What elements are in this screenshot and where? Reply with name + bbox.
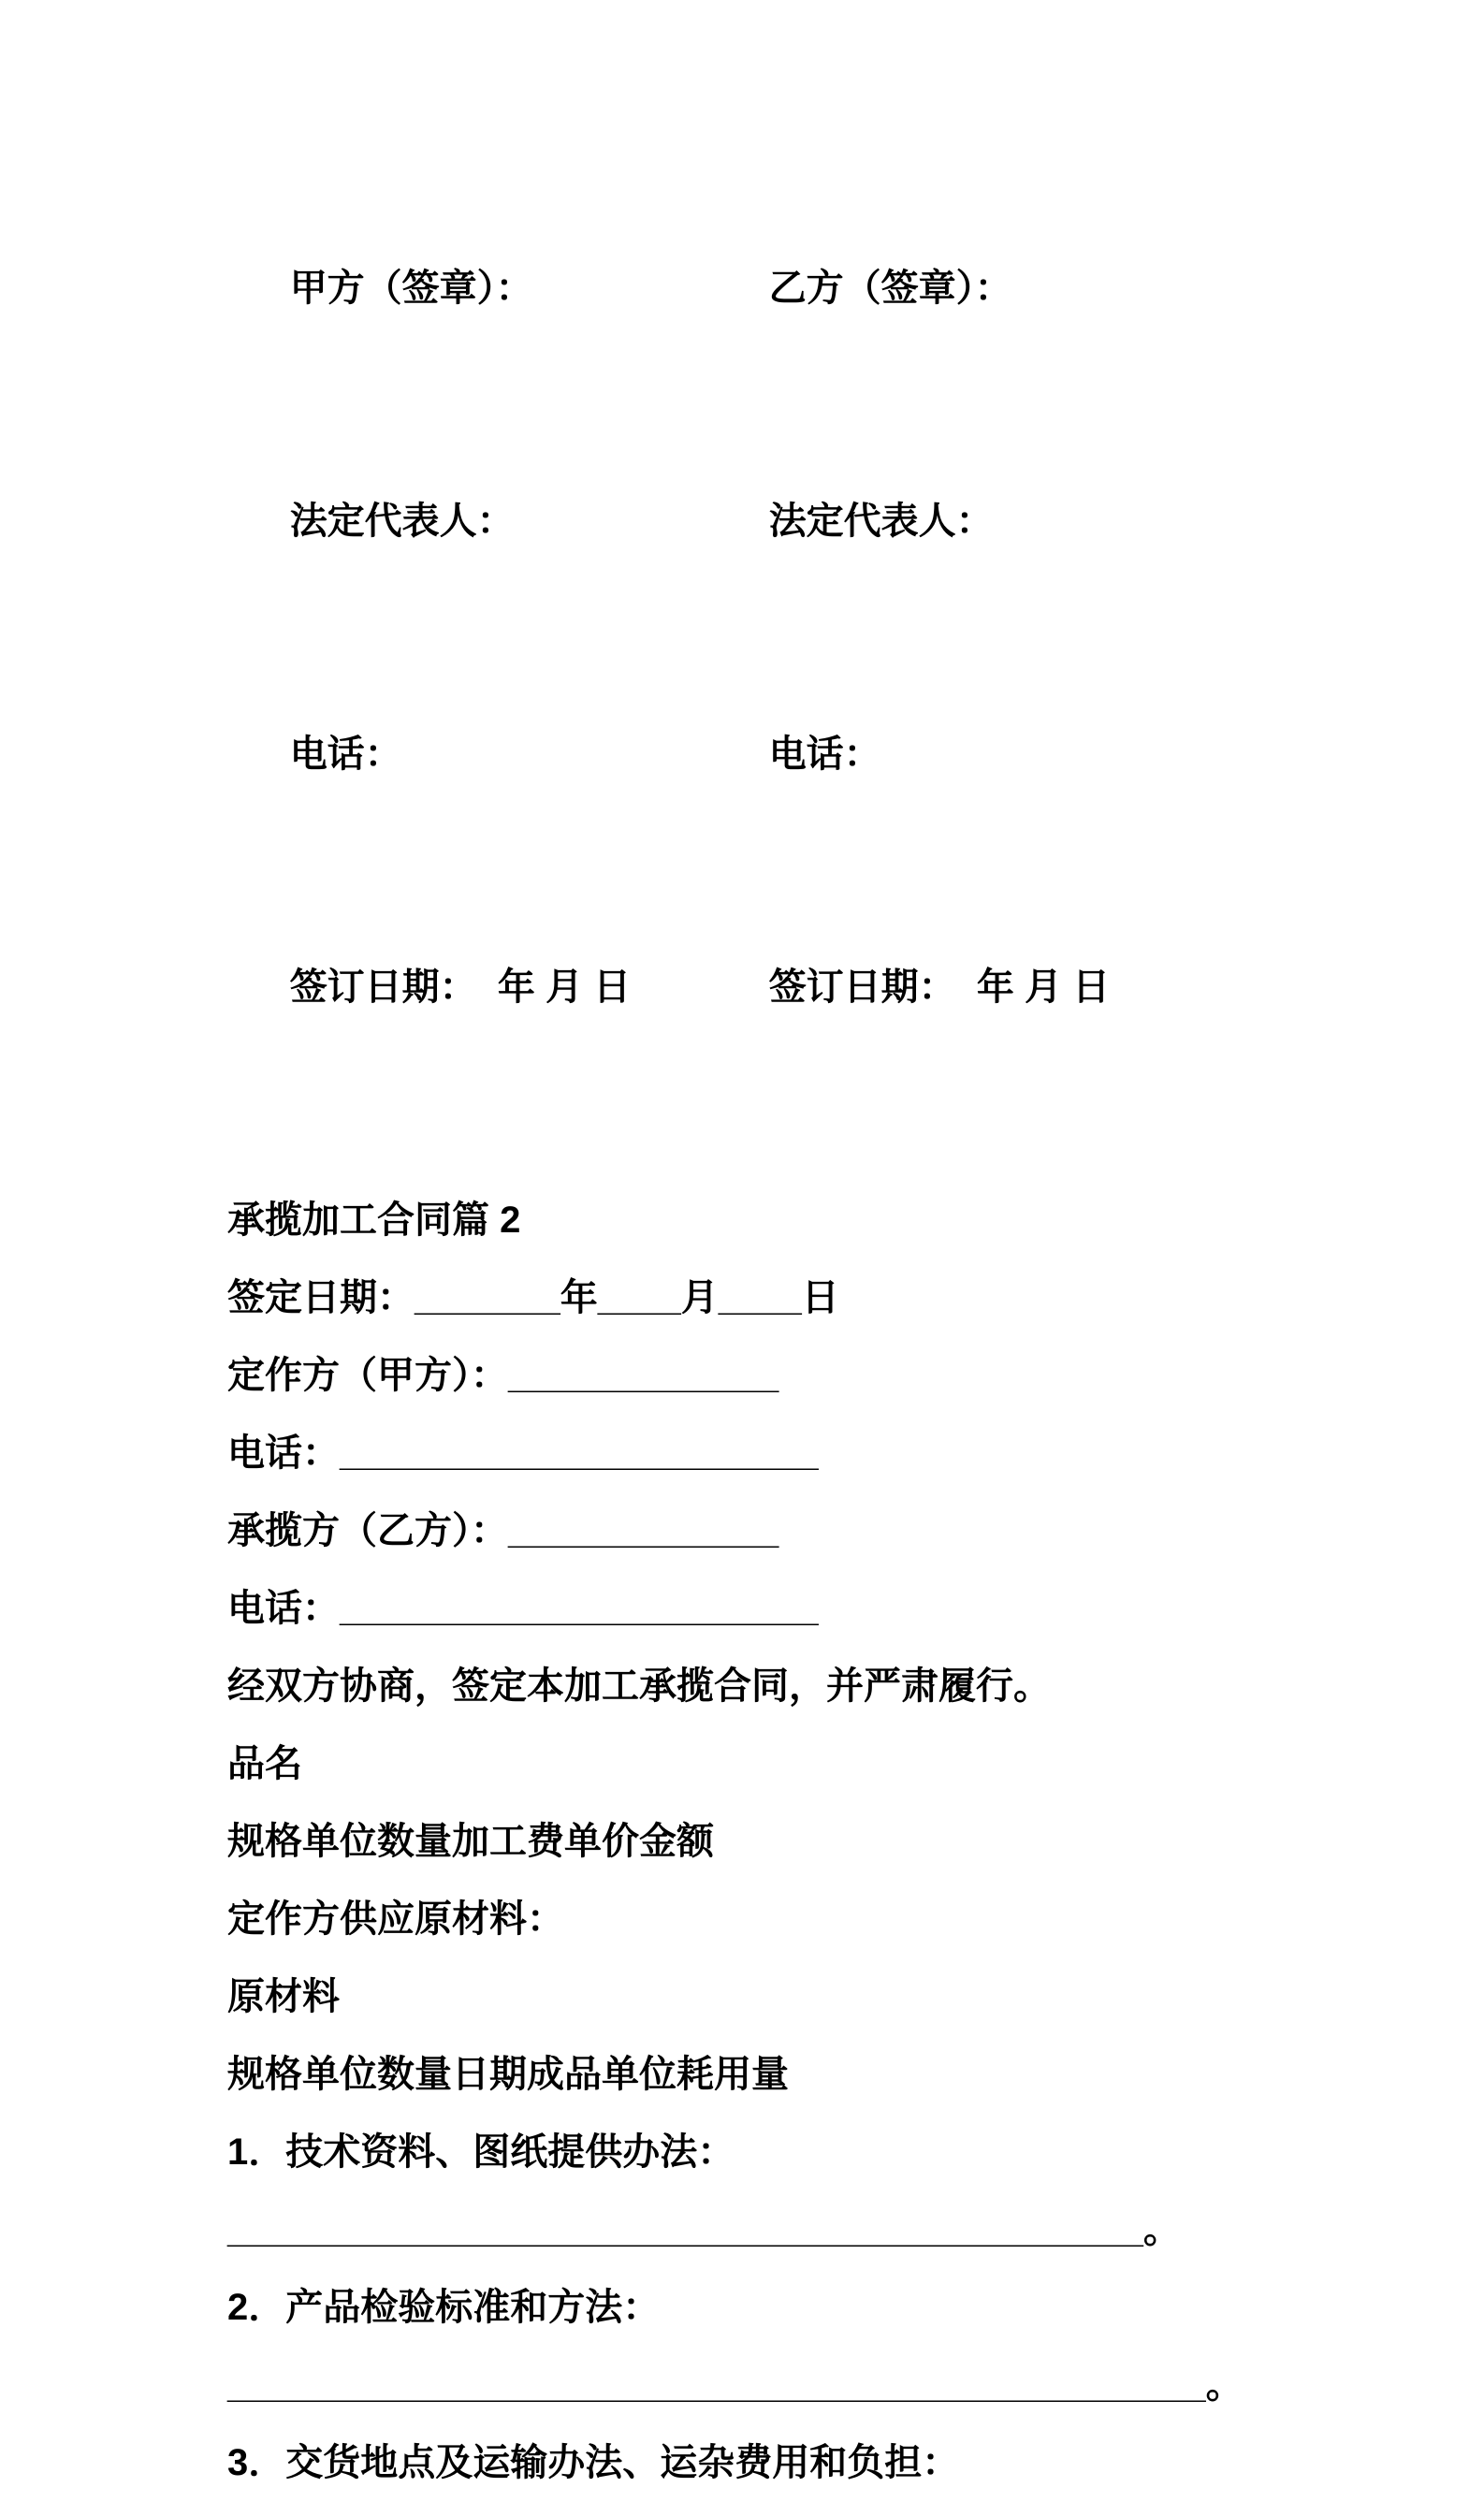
blank-line [0,1104,1484,1182]
spec-unit-qty-date-consumption-label: 规格单位数量日期成品单位耗用量 [227,2054,789,2095]
party-b-seal-label: 乙方（签章）： [768,268,1012,309]
ordering-party-materials-label: 定作方供应原材料： [227,1898,564,1940]
spec-unit-qty-fee-price-amount-label: 规格单位数量加工费单价金额 [227,1821,714,1862]
clause-1-technical-docs: 1．技术资料、图纸提供办法： [227,2131,735,2173]
party-a-seal-label: 甲方（签章）： [289,268,533,309]
clause-1-fill-line: ____________________________________________。 [227,2209,1181,2250]
sign-date-fill-line: 签定日期：_______年____月____日 [227,1277,839,1318]
party-a-sign-date-label: 签订日期： 年 月 日 [289,967,632,1008]
raw-material-label: 原材料 [227,1976,340,2017]
clause-2-fill-line: _______________________________________________。 [227,2364,1244,2406]
contract-section-title: 承揽加工合同篇 2 [227,1200,521,1241]
ordering-party-fill-line: 定作方（甲方）：_____________ [227,1355,779,1396]
clause-3-delivery-transport: 3．交货地点及运输办法、运杂费用和负担： [227,2442,960,2483]
contractor-phone-fill-line: 电话：_______________________ [227,1588,819,1629]
party-a-phone-label: 电话： [289,734,402,775]
party-b-sign-date-label: 签订日期： 年 月 日 [768,967,1111,1008]
signature-row-phone [227,638,1484,871]
contract-body [0,1182,1484,2502]
agreement-statement-line: 经双方协商，签定本加工承揽合同，并严肃履行。 [227,1666,1051,1707]
product-name-label: 品名 [227,1743,302,1784]
signature-row-seal [227,172,1484,405]
clause-2-inspection-standards: 2．产品检验标准和方法： [227,2287,661,2328]
signature-block [0,0,1484,1104]
ordering-party-phone-fill-line: 电话：_______________________ [227,1433,819,1474]
signature-row-sign-date [227,871,1484,1104]
signature-row-legal-rep [227,405,1484,638]
contractor-party-fill-line: 承揽方（乙方）：_____________ [227,1510,779,1551]
party-a-legal-rep-label: 法定代表人： [289,501,515,542]
party-b-phone-label: 电话： [768,734,881,775]
party-b-legal-rep-label: 法定代表人： [768,501,994,542]
